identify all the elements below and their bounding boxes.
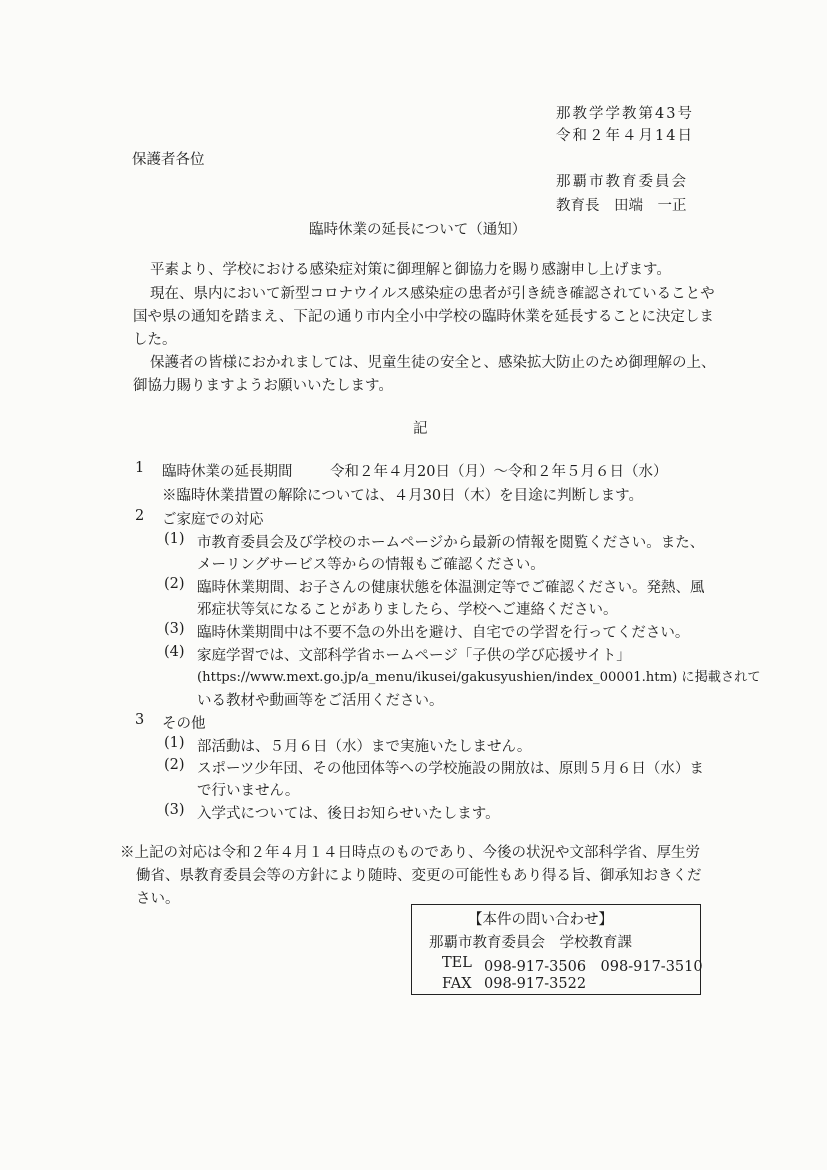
ki-heading: 記 bbox=[413, 421, 428, 437]
section-2-item-3-line-1: 臨時休業期間中は不要不急の外出を避け、自宅での学習を行ってください。 bbox=[197, 625, 690, 641]
section-2-item-2-number: (2) bbox=[164, 576, 185, 592]
contact-tel-numbers: 098-917-3506 098-917-3510 bbox=[484, 959, 703, 975]
section-2-item-4-line-1: 家庭学習では、文部科学省ホームページ「子供の学び応援サイト」 bbox=[197, 648, 631, 664]
section-2-label: ご家庭での対応 bbox=[162, 512, 264, 528]
section-2-item-4-url-line: (https://www.mext.go.jp/a_menu/ikusei/gakusyushien/index_00001.htm) に掲載されて bbox=[197, 670, 761, 685]
issuer-name: 教育長 田端 一正 bbox=[556, 198, 687, 214]
body-paragraph-1: 平素より、学校における感染症対策に御理解と御協力を賜り感謝申し上げます。 bbox=[150, 262, 671, 278]
section-2-item-4-number: (4) bbox=[164, 644, 185, 660]
section-3-item-2-line-2: で行いません。 bbox=[197, 783, 300, 799]
section-2-item-1-line-1: 市教育委員会及び学校のホームページから最新の情報を閲覧ください。また、 bbox=[197, 535, 705, 551]
document-date: 令和２年４月14日 bbox=[556, 128, 694, 144]
section-2-item-2-line-2: 邪症状等気になることがありましたら、学校へご連絡ください。 bbox=[197, 602, 618, 618]
footnote-line-2: 働省、県教育委員会等の方針により随時、変更の可能性もあり得る旨、御承知おきくだ bbox=[136, 868, 702, 884]
contact-fax-number: 098-917-3522 bbox=[484, 976, 587, 992]
section-3-item-3-line-1: 入学式については、後日お知らせいたします。 bbox=[197, 806, 500, 822]
body-paragraph-2-line-1: 現在、県内において新型コロナウイルス感染症の患者が引き続き確認されていることや bbox=[150, 286, 715, 302]
section-3-item-2-number: (2) bbox=[164, 757, 185, 773]
section-1-period: 令和２年４月20日（月）～令和２年５月６日（水） bbox=[330, 464, 668, 480]
issuer-organization: 那覇市教育委員会 bbox=[556, 174, 688, 190]
section-3-number: 3 bbox=[135, 712, 145, 728]
recipient: 保護者各位 bbox=[132, 152, 205, 168]
section-3-item-1-number: (1) bbox=[164, 735, 185, 751]
document-title: 臨時休業の延長について（通知） bbox=[309, 222, 527, 238]
section-2-item-1-number: (1) bbox=[164, 531, 185, 547]
body-paragraph-3-line-1: 保護者の皆様におかれましては、児童生徒の安全と、感染拡大防止のため御理解の上、 bbox=[150, 355, 716, 371]
contact-organization: 那覇市教育委員会 学校教育課 bbox=[429, 935, 632, 951]
document-number: 那教学学教第43号 bbox=[556, 106, 694, 122]
body-paragraph-3-line-2: 御協力賜りますようお願いいたします。 bbox=[133, 378, 393, 394]
section-2-number: 2 bbox=[135, 508, 145, 524]
section-3-label: その他 bbox=[162, 716, 206, 732]
section-2-item-1-line-2: メーリングサービス等からの情報もご確認ください。 bbox=[197, 557, 545, 573]
section-3-item-3-number: (3) bbox=[164, 802, 185, 818]
section-1-number: 1 bbox=[135, 460, 145, 476]
body-paragraph-2-line-3: した。 bbox=[133, 332, 177, 348]
section-1-note: ※臨時休業措置の解除については、４月30日（木）を目途に判断します。 bbox=[162, 488, 643, 504]
section-2-item-3-number: (3) bbox=[164, 621, 185, 637]
section-2-item-2-line-1: 臨時休業期間、お子さんの健康状態を体温測定等でご確認ください。発熱、風 bbox=[197, 580, 705, 596]
section-3-item-1-line-1: 部活動は、５月６日（水）まで実施いたしません。 bbox=[197, 739, 532, 755]
section-1-label: 臨時休業の延長期間 bbox=[162, 464, 293, 480]
contact-title: 【本件の問い合わせ】 bbox=[468, 912, 613, 928]
contact-fax-label: FAX bbox=[442, 976, 472, 992]
contact-tel-label: TEL bbox=[442, 955, 472, 971]
contact-box bbox=[411, 904, 701, 995]
footnote-line-3: さい。 bbox=[136, 891, 180, 907]
section-3-item-2-line-1: スポーツ少年団、その他団体等への学校施設の開放は、原則５月６日（水）ま bbox=[197, 761, 704, 777]
footnote-line-1: ※上記の対応は令和２年４月１４日時点のものであり、今後の状況や文部科学省、厚生労 bbox=[120, 845, 700, 861]
section-2-item-4-line-3: いる教材や動画等をご活用ください。 bbox=[197, 693, 444, 709]
body-paragraph-2-line-2: 国や県の通知を踏まえ、下記の通り市内全小中学校の臨時休業を延長することに決定しま bbox=[133, 309, 714, 325]
